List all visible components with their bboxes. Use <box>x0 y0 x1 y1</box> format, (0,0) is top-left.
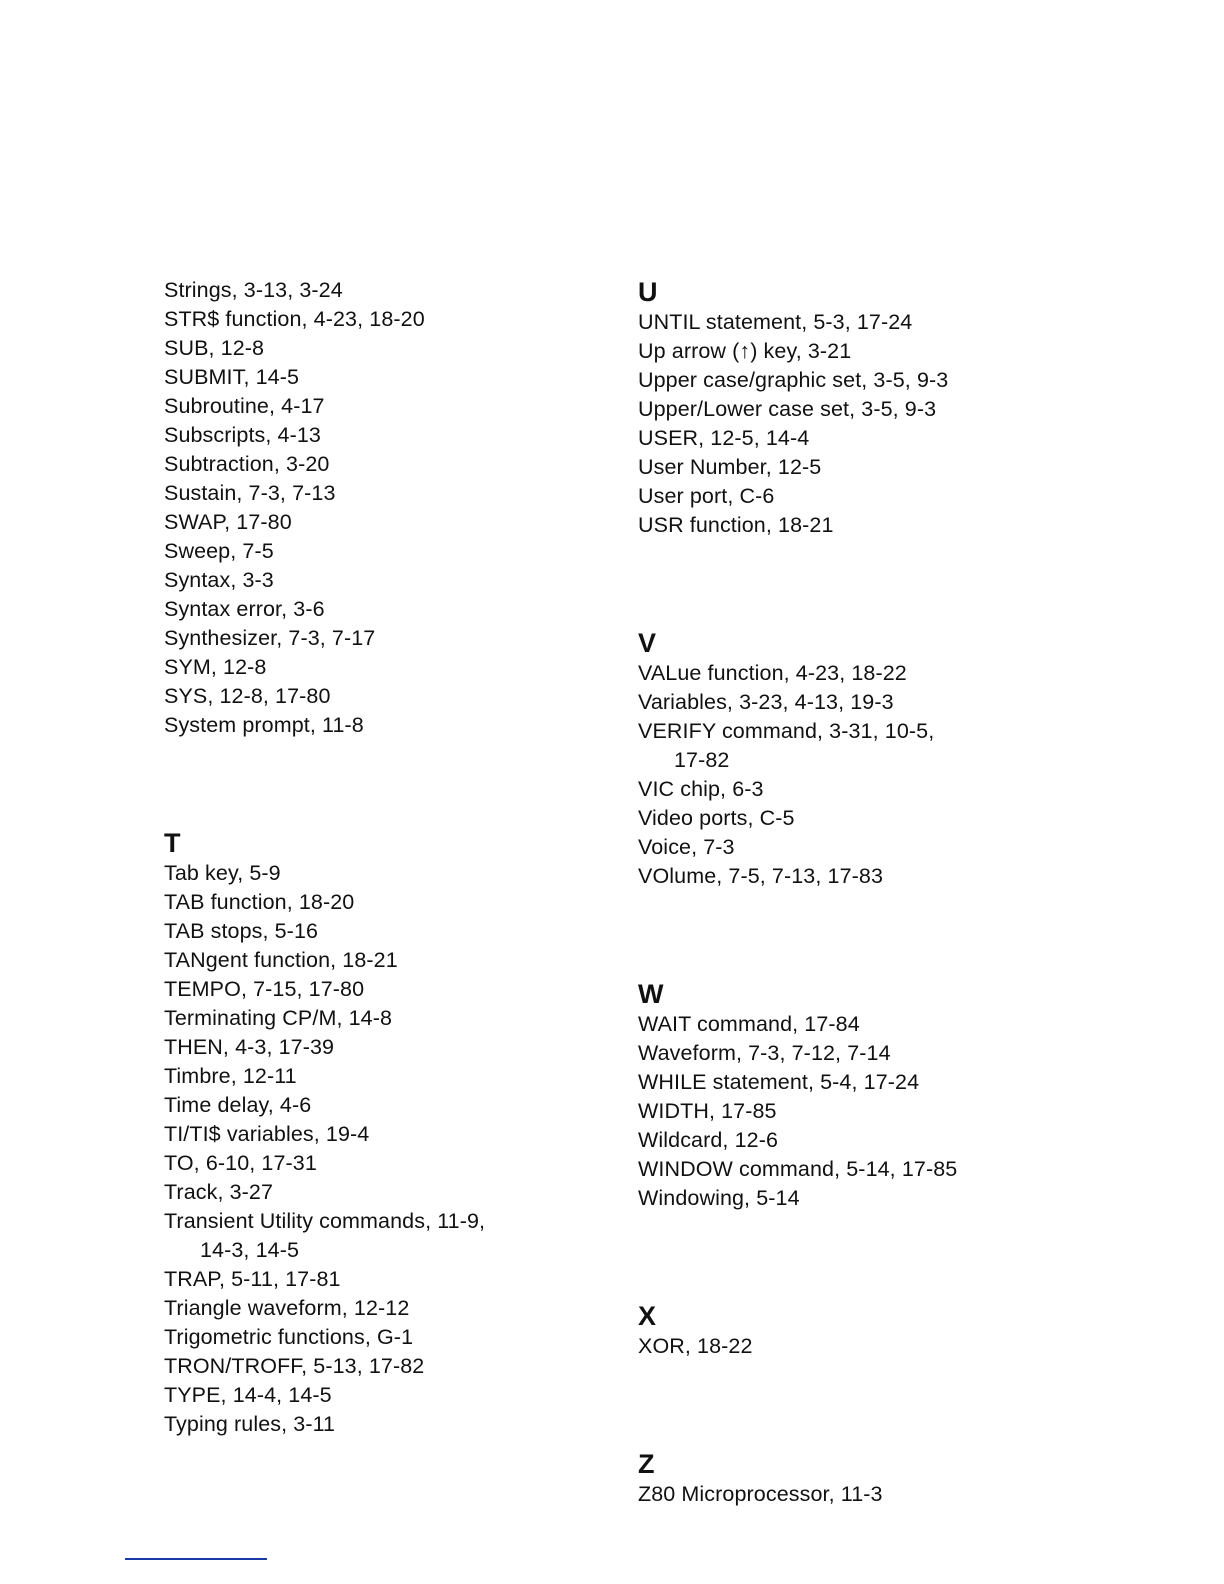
section-heading-v: V <box>638 628 657 658</box>
index-entry: UNTIL statement, 5-3, 17-24 <box>638 310 913 334</box>
index-entry: TRAP, 5-11, 17-81 <box>164 1267 341 1291</box>
index-entry: Windowing, 5-14 <box>638 1186 800 1210</box>
index-entry: TEMPO, 7-15, 17-80 <box>164 977 365 1001</box>
index-entry: WINDOW command, 5-14, 17-85 <box>638 1157 958 1181</box>
index-entry: VOlume, 7-5, 7-13, 17-83 <box>638 864 883 888</box>
index-entry: USR function, 18-21 <box>638 513 834 537</box>
index-entry: Wildcard, 12-6 <box>638 1128 779 1152</box>
index-entry: Sustain, 7-3, 7-13 <box>164 481 336 505</box>
index-section-x <box>638 1300 1058 1361</box>
index-entry: System prompt, 11-8 <box>164 713 364 737</box>
index-entry: Sweep, 7-5 <box>164 539 274 563</box>
index-entry: TANgent function, 18-21 <box>164 948 398 972</box>
index-entry: Video ports, C-5 <box>638 806 795 830</box>
section-heading-w: W <box>638 979 664 1009</box>
index-entry: Tab key, 5-9 <box>164 861 281 885</box>
index-entry: SUBMIT, 14-5 <box>164 365 300 389</box>
index-entry: Voice, 7-3 <box>638 835 735 859</box>
index-entry: TAB function, 18-20 <box>164 890 355 914</box>
index-entry: Synthesizer, 7-3, 7-17 <box>164 626 376 650</box>
index-entry: Up arrow (↑) key, 3-21 <box>638 339 852 363</box>
index-section-s <box>164 276 584 740</box>
index-entry: Typing rules, 3-11 <box>164 1412 336 1436</box>
index-entry: VALue function, 4-23, 18-22 <box>638 661 907 685</box>
index-entry: WHILE statement, 5-4, 17-24 <box>638 1070 920 1094</box>
section-heading-u: U <box>638 277 658 307</box>
index-entry: SWAP, 17-80 <box>164 510 292 534</box>
index-section-v <box>638 627 1058 891</box>
section-heading-z: Z <box>638 1449 655 1479</box>
index-entry: WAIT command, 17-84 <box>638 1012 860 1036</box>
index-entry: USER, 12-5, 14-4 <box>638 426 810 450</box>
index-entry: Track, 3-27 <box>164 1180 274 1204</box>
index-entry: Trigometric functions, G-1 <box>164 1325 414 1349</box>
index-entry: Timbre, 12-11 <box>164 1064 297 1088</box>
section-heading-t: T <box>164 828 181 858</box>
index-entry: Waveform, 7-3, 7-12, 7-14 <box>638 1041 891 1065</box>
index-entry: Time delay, 4-6 <box>164 1093 312 1117</box>
index-entry: Subtraction, 3-20 <box>164 452 330 476</box>
index-column-left <box>164 276 584 1439</box>
index-entry: STR$ function, 4-23, 18-20 <box>164 307 425 331</box>
index-entry: Terminating CP/M, 14-8 <box>164 1006 393 1030</box>
index-entry: TYPE, 14-4, 14-5 <box>164 1383 332 1407</box>
index-column-right <box>638 276 1058 1509</box>
section-heading-x: X <box>638 1301 657 1331</box>
index-entry: THEN, 4-3, 17-39 <box>164 1035 335 1059</box>
index-section-u <box>638 276 1058 540</box>
index-entry: VIC chip, 6-3 <box>638 777 764 801</box>
index-section-t <box>164 827 584 1439</box>
footer-rule <box>125 1558 267 1560</box>
index-entry: SYS, 12-8, 17-80 <box>164 684 331 708</box>
index-entry: Subscripts, 4-13 <box>164 423 321 447</box>
index-entry: TRON/TROFF, 5-13, 17-82 <box>164 1354 425 1378</box>
index-entry: Syntax, 3-3 <box>164 568 274 592</box>
index-entry: Triangle waveform, 12-12 <box>164 1296 410 1320</box>
index-entry: SYM, 12-8 <box>164 655 267 679</box>
index-entry: Upper case/graphic set, 3-5, 9-3 <box>638 368 949 392</box>
index-entry: Subroutine, 4-17 <box>164 394 325 418</box>
index-entry: XOR, 18-22 <box>638 1334 753 1358</box>
index-entry: Upper/Lower case set, 3-5, 9-3 <box>638 397 937 421</box>
index-entry: Variables, 3-23, 4-13, 19-3 <box>638 690 894 714</box>
index-entry: Z80 Microprocessor, 11-3 <box>638 1482 883 1506</box>
index-entry: Strings, 3-13, 3-24 <box>164 278 343 302</box>
index-entry-continuation: 17-82 <box>674 748 730 772</box>
index-entry: TI/TI$ variables, 19-4 <box>164 1122 370 1146</box>
index-entry: WIDTH, 17-85 <box>638 1099 777 1123</box>
index-entry: User port, C-6 <box>638 484 775 508</box>
index-entry: VERIFY command, 3-31, 10-5, <box>638 719 935 743</box>
index-section-w <box>638 978 1058 1213</box>
index-entry: Syntax error, 3-6 <box>164 597 325 621</box>
index-entry: Transient Utility commands, 11-9, <box>164 1209 486 1233</box>
index-entry: SUB, 12-8 <box>164 336 265 360</box>
index-entry: User Number, 12-5 <box>638 455 822 479</box>
index-entry: TAB stops, 5-16 <box>164 919 319 943</box>
index-section-z <box>638 1448 1058 1509</box>
index-entry-continuation: 14-3, 14-5 <box>200 1238 300 1262</box>
index-entry: TO, 6-10, 17-31 <box>164 1151 317 1175</box>
